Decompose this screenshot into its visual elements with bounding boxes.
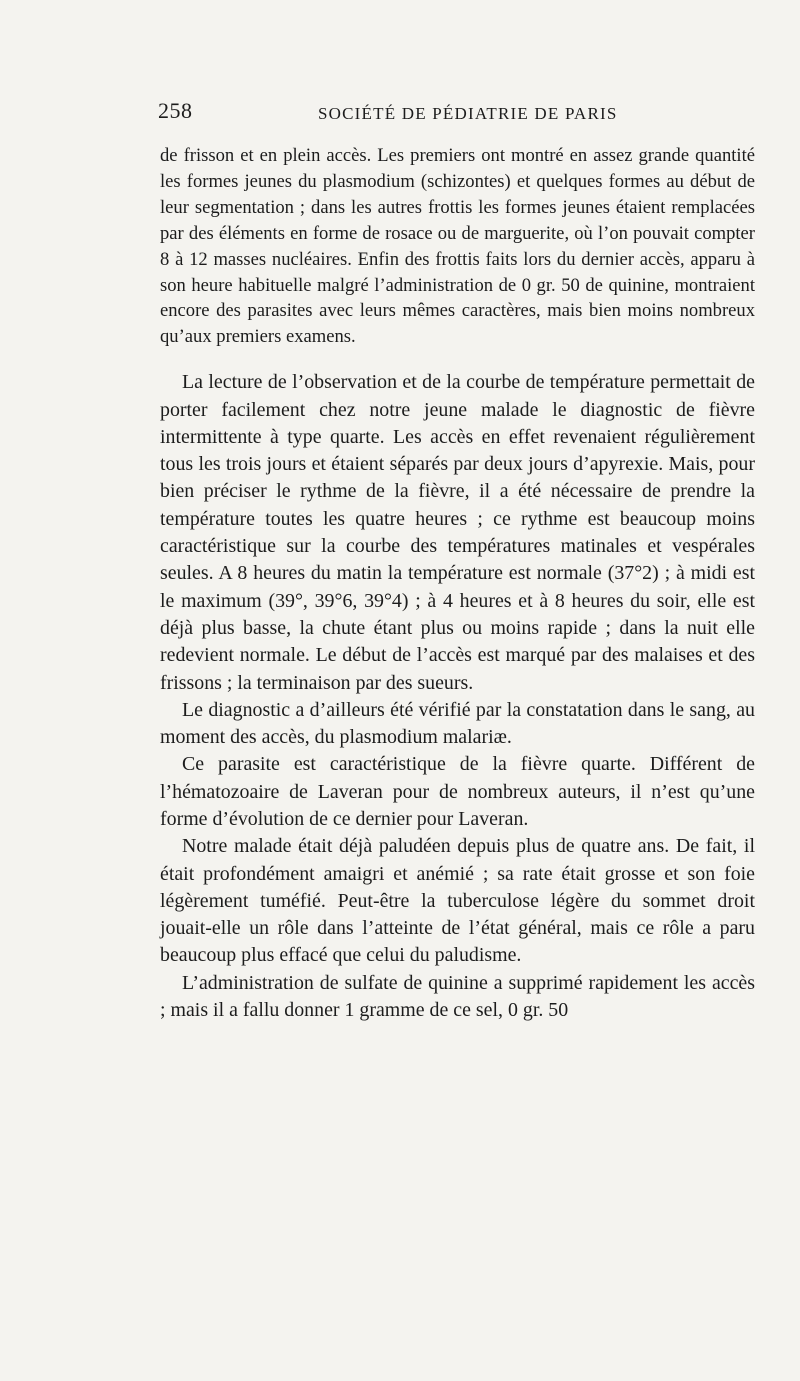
paragraph: L’administration de sulfate de quinine a supprimé rapidement les accès ; mais il a fallu donner 1 gramme de ce sel, 0 gr. 50	[160, 971, 755, 1022]
running-title: SOCIÉTÉ DE PÉDIATRIE DE PARIS	[318, 104, 618, 123]
paragraph: de frisson et en plein accès. Les premiers ont montré en assez grande quantité les formes jeunes du plasmodium (schizontes) et quelques formes au début de leur segmentation ; dans les autres frottis les formes jeunes étaient remplacées par des éléments en forme de rosace ou de marguerite, où l’on pouvait compter 8 à 12 masses nucléaires. Enfin des frottis faits lors du dernier accès, apparu à son heure habituelle malgré l’administration de 0 gr. 50 de quinine, montraient encore des parasites avec leurs mêmes caractères, mais bien moins nombreux qu’aux premiers examens.	[160, 145, 755, 348]
paragraph: Notre malade était déjà paludéen depuis plus de quatre ans. De fait, il était profondément amaigri et anémié ; sa rate était grosse et son foie légèrement tuméfié. Peut-être la tuberculose légère du sommet droit jouait-elle un rôle dans l’atteinte de l’état général, mais ce rôle a paru beaucoup plus effacé que celui du paludisme.	[160, 835, 755, 967]
paragraph: La lecture de l’observation et de la courbe de température permettait de porter facilement chez notre jeune malade le diagnostic de fièvre intermittente à type quarte. Les accès en effet revenaient régulièrement tous les trois jours et étaient séparés par deux jours d’apyrexie. Mais, pour bien préciser le rythme de la fièvre, il a été nécessaire de prendre la température toutes les quatre heures ; ce rythme est beaucoup moins caractéristique sur la courbe des températures matinales et vespérales seules. A 8 heures du matin la température est normale (37°2) ; à midi est le maximum (39°, 39°6, 39°4) ; à 4 heures et à 8 heures du soir, elle est déjà plus basse, la chute étant plus ou moins rapide ; dans la nuit elle redevient normale. Le début de l’accès est marqué par des malaises et des frissons ; la terminaison par des sueurs.	[160, 371, 755, 694]
text-body	[160, 143, 755, 1024]
paragraph: Ce parasite est caractéristique de la fièvre quarte. Différent de l’hématozoaire de Laveran pour de nombreux auteurs, il n’est qu’une forme d’évolution de ce dernier pour Laveran.	[160, 753, 755, 830]
paragraph: Le diagnostic a d’ailleurs été vérifié par la constatation dans le sang, au moment des accès, du plasmodium malariæ.	[160, 698, 755, 749]
page-number: 258	[158, 98, 193, 123]
